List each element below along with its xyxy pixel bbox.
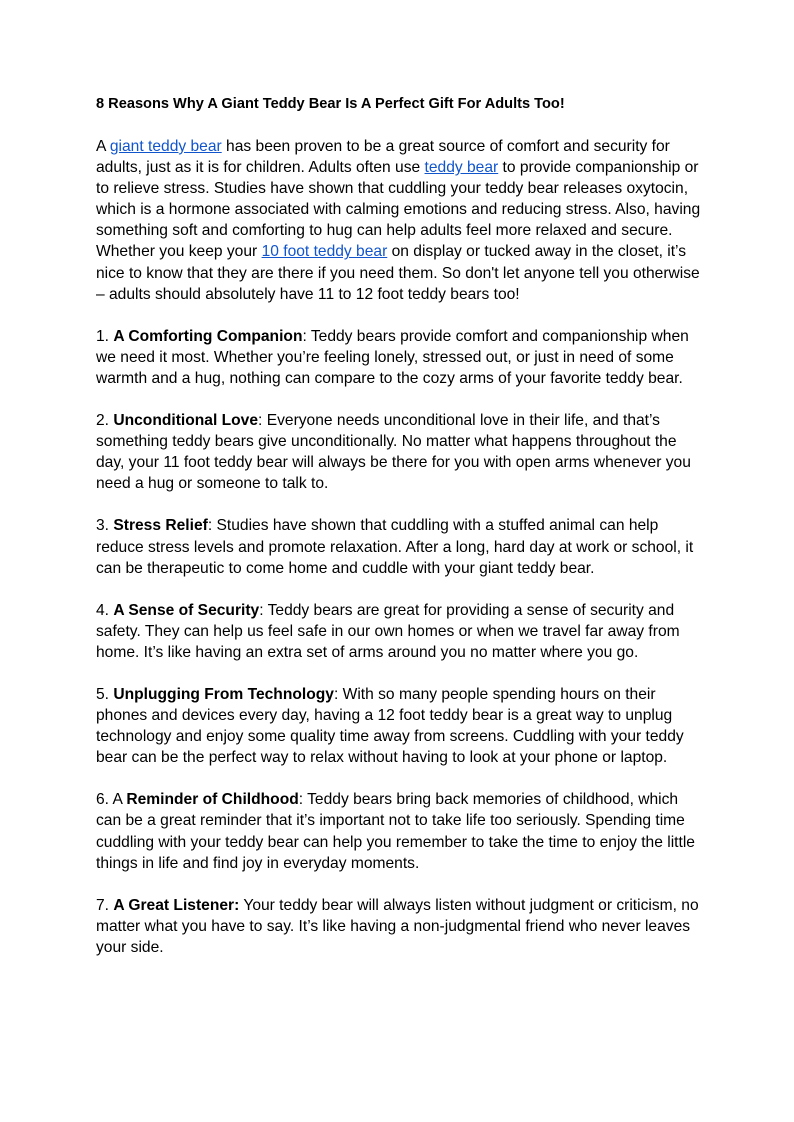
reason-2-paragraph (96, 410, 706, 494)
intro-text-2: has been proven to be a great source of comfort and security for adults, just as it is for children. Adults often use (96, 138, 670, 177)
reason-1-paragraph (96, 326, 706, 389)
intro-text-4: on display or tucked away in the closet, it’s nice to know that they are there if you need them. So don't let anyone tell you otherwise – adults should absolutely have 11 to 12 foot teddy bears too! (96, 243, 700, 303)
giant-teddy-bear-link[interactable]: giant teddy bear (109, 138, 222, 155)
reason-heading: A Comforting Companion (113, 327, 303, 345)
intro-text-3: to provide companionship or to relieve stress. Studies have shown that cuddling your teddy bear releases oxytocin, which is a hormone associated with calming emotions and reducing stress. Also, having something soft and comforting to hug can help adults feel more relaxed and secure. Whether you keep your (96, 159, 701, 261)
reason-heading: Unconditional Love (113, 412, 259, 430)
reason-text: : Teddy bears are great for providing a sense of security and safety. They can help us feel safe in our own homes or when we travel far away from home. It’s like having an extra set of arms around you no matter where you go. (96, 601, 680, 661)
reason-number: 6. A (96, 791, 127, 809)
reason-number: 7. (96, 896, 114, 914)
reason-number: 4. (96, 601, 114, 619)
reason-6-paragraph (96, 789, 706, 873)
reason-heading: Stress Relief (113, 517, 208, 535)
intro-paragraph (96, 136, 706, 305)
document-title: 8 Reasons Why A Giant Teddy Bear Is A Perfect Gift For Adults Too! (96, 96, 565, 112)
reason-heading: Reminder of Childhood (126, 791, 299, 809)
reason-number: 1. (96, 327, 114, 345)
reason-heading: Unplugging From Technology (113, 685, 334, 703)
teddy-bear-link[interactable]: teddy bear (424, 159, 499, 177)
reason-text: : Teddy bears bring back memories of childhood, which can be a great reminder that it’s important not to take life too seriously. Spending time cuddling with your teddy bear can help you remember to take the time to enjoy the little things in life and find joy in everyday moments. (96, 791, 695, 872)
reason-text: : Studies have shown that cuddling with a stuffed animal can help reduce stress levels and promote relaxation. After a long, hard day at work or school, it can be therapeutic to come home and cuddle with your giant teddy bear. (96, 517, 694, 577)
reason-7-paragraph (96, 895, 706, 958)
reason-text: : Teddy bears provide comfort and companionship when we need it most. Whether you’re feeling lonely, stressed out, or just in need of some warmth and a hug, nothing can compare to the cozy arms of your favorite teddy bear. (96, 327, 689, 387)
10-foot-teddy-bear-link[interactable]: 10 foot teddy bear (261, 243, 388, 261)
intro-text-1: A (96, 138, 110, 155)
document-page (96, 94, 706, 979)
reason-5-paragraph (96, 684, 706, 768)
reason-text: : With so many people spending hours on their phones and devices every day, having a 12 foot teddy bear is a great way to unplug technology and enjoy some quality time away from screens. Cuddling with your teddy bear can be the perfect way to relax without having to look at your phone or laptop. (96, 685, 684, 767)
reason-text: : Everyone needs unconditional love in their life, and that’s something teddy bears give unconditionally. No matter what happens throughout the day, your 11 foot teddy bear will always be there for you with open arms whenever you need a hug or someone to talk to. (96, 412, 691, 493)
reason-number: 2. (96, 412, 114, 430)
reason-number: 5. (96, 685, 114, 703)
reason-3-paragraph (96, 515, 706, 578)
reason-4-paragraph (96, 600, 706, 663)
reason-heading: A Great Listener: (113, 896, 240, 914)
reason-heading: A Sense of Security (113, 601, 260, 619)
reason-text: Your teddy bear will always listen without judgment or criticism, no matter what you have to say. It’s like having a non-judgmental friend who never leaves your side. (96, 896, 699, 956)
reason-number: 3. (96, 517, 114, 535)
